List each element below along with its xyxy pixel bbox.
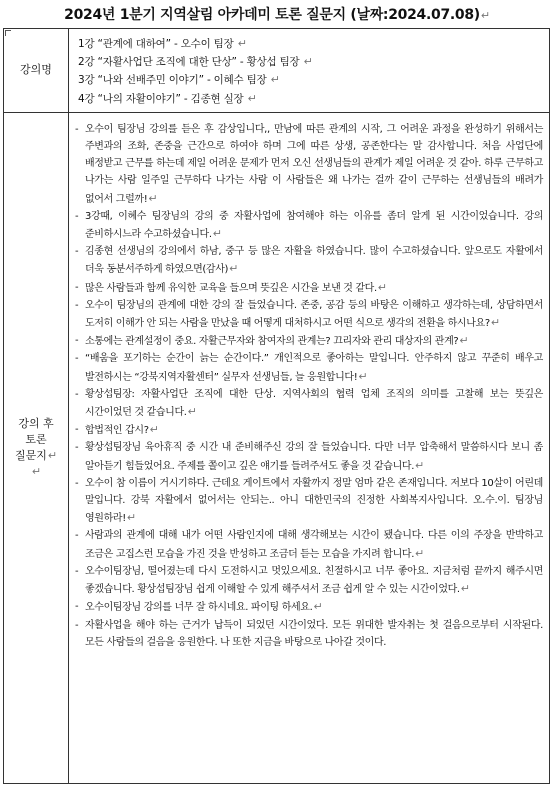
bullet-dash: - bbox=[75, 442, 79, 454]
comment-item: - 많은 사람들과 함께 유익한 교육을 들으며 뜻깊은 시간을 보낸 것 같다.↵ bbox=[75, 279, 543, 297]
comment-item: - 소통에는 관계설정이 중요. 자활근무자와 참여자의 관계는? 끄리자와 관리 대상자의 관계?↵ bbox=[75, 332, 543, 350]
paragraph-mark-icon: ↵ bbox=[126, 511, 136, 525]
lecture-list-cell bbox=[69, 29, 550, 113]
comment-item: - 김종현 선생님의 강의에서 하남, 중구 등 많은 자활을 하였습니다. 많이 수고하셨습니다. 앞으로도 자활에서 더욱 동분서주하게 하였으면(감사)↵ bbox=[75, 243, 543, 278]
lecture-item: 2강 “자활사업단 조직에 대한 단상” - 황상섭 팀장 ↵ bbox=[78, 55, 313, 69]
paragraph-mark-icon: ↵ bbox=[270, 73, 280, 87]
paragraph-mark-icon: ↵ bbox=[415, 546, 424, 560]
comment-item: - “배움을 포기하는 순간이 늙는 순간이다.” 개인적으로 좋아하는 말입니다. 안주하지 않고 꾸준히 배우고 발전하시는 “강북지역자활센터” 실무자 선생님들, 늘 응원합니다!↵ bbox=[75, 350, 543, 385]
paragraph-mark-icon: ↵ bbox=[229, 262, 238, 276]
comment-item: - 사람과의 관계에 대해 내가 어떤 사람인지에 대해 생각해보는 시간이 됐습니다. 다른 이의 주장을 반박하고 조금은 고집스런 모습을 가진 것을 반성하고 조금더 듣는 모습을 가지려 합니다.↵ bbox=[75, 527, 543, 562]
bullet-dash: - bbox=[75, 601, 79, 613]
lecture-label: 강의명 bbox=[20, 63, 52, 77]
paragraph-mark-icon: ↵ bbox=[460, 582, 470, 596]
bullet-dash: - bbox=[75, 565, 79, 577]
bullet-dash: - bbox=[75, 246, 79, 258]
questions-label-line: 질문지↵ bbox=[14, 448, 58, 462]
lecture-item: 1강 “관계에 대하여” - 오수이 팀장 ↵ bbox=[78, 37, 247, 50]
bullet-dash: - bbox=[75, 530, 79, 542]
questions-label-cell bbox=[4, 112, 69, 783]
paragraph-mark-icon: ↵ bbox=[377, 280, 387, 294]
paragraph-mark-icon: ↵ bbox=[247, 91, 257, 105]
lecture-label-cell bbox=[4, 29, 69, 113]
document-title bbox=[0, 4, 554, 24]
questions-label-line: 토론 bbox=[25, 432, 47, 446]
comment-item: - 오수이 팀장님 강의를 듣은 후 감상입니다,, 만남에 따른 관계의 시작, 그 어려운 과정을 완성하기 위해서는 주변과의 조화, 존중을 근간으로 하여야 하며 그에 따른 상생, 공존한다는 말 감사합니다. 처음 사업단에 배정받고 근무를 하는데 제일 어려운 문제가 먼저 오신 선생님들의 관계가 제일 어려운 것 같아. 하루 근무하고 나가는 사람 일주일 근무하다 나가는 사람 이 사람들은 왜 나가는 걸까 같이 근무하는 선생님들의 배려가 없어서 그럴까!↵ bbox=[75, 121, 543, 208]
lecture-item: 3강 “나와 선배주민 이야기” - 이혜수 팀장 ↵ bbox=[78, 73, 280, 87]
paragraph-mark-icon: ↵ bbox=[358, 369, 368, 383]
table-corner-icon bbox=[5, 30, 11, 36]
questions-label-line: 강의 후 bbox=[18, 416, 54, 430]
bullet-dash: - bbox=[75, 210, 79, 222]
paragraph-mark-icon: ↵ bbox=[459, 334, 469, 348]
comment-item: - 오수이 팀장님의 관계에 대한 강의 잘 들었습니다. 존중, 공감 등의 바탕은 이해하고 생각하는데, 상담하면서 도저히 이해가 안 되는 사람을 만났을 때 어떻게 대처하시고 어떤 식으로 생각의 전환을 하시나요?↵ bbox=[75, 297, 543, 332]
paragraph-mark-icon: ↵ bbox=[480, 9, 490, 22]
paragraph-mark-icon: ↵ bbox=[313, 600, 323, 614]
paragraph-mark-icon: ↵ bbox=[148, 191, 158, 205]
comment-item: - 오수이 참 이름이 거시기하다. 근데요 게이트에서 자활까지 정말 엄마 같은 존재입니다. 저보다 10살이 어린데 말입니다. 강북 자활에서 없어서는 안되는.. 아니 대한민국의 진정한 사회복지사입니다. 오.수.이. 팀장님 영원하라!↵ bbox=[75, 475, 543, 528]
bullet-dash: - bbox=[75, 619, 79, 631]
paragraph-mark-icon: ↵ bbox=[31, 464, 42, 478]
title-text: 2024년 1분기 지역살림 아카데미 토론 질문지 (날짜:2024.07.08) bbox=[64, 7, 480, 23]
bullet-dash: - bbox=[75, 388, 79, 400]
questions-label-mark bbox=[4, 464, 68, 480]
paragraph-mark-icon: ↵ bbox=[187, 405, 197, 419]
lecture-item: 4강 “나의 자활이야기” - 김종현 실장 ↵ bbox=[78, 91, 257, 105]
bullet-dash: - bbox=[75, 123, 79, 135]
comment-item: - 합법적인 갑시?↵ bbox=[75, 421, 543, 439]
comment-item: - 오수이팀장님 강의를 너무 잘 하시네요. 파이팅 하세요.↵ bbox=[75, 598, 543, 616]
comment-item: - 황상섭팀장님 육아휴직 중 시간 내 준비해주신 강의 잘 들었습니다. 다만 너무 압축해서 말씀하시다 보니 좀 알아듣기 힘들었어요. 주제를 쫄이고 깊은 얘기를 들려주셔도 좋을 것 같습니다.↵ bbox=[75, 439, 543, 474]
comment-item: - 오수이팀장님, 떨어졌는데 다시 도전하시고 멋있으세요. 친절하시고 너무 좋아요. 지금처럼 끝까지 해주시면 좋겠습니다. 황상섭팀장님 쉽게 이해할 수 있게 해주셔서 조금 쉽게 알 수 있는 시간이었다.↵ bbox=[75, 563, 543, 598]
comments-cell bbox=[69, 112, 550, 783]
paragraph-mark-icon: ↵ bbox=[47, 448, 58, 462]
comment-item: - 황상섭팀장: 자활사업단 조직에 대한 단상. 지역사회의 협력 업체 조직의 의미를 고찰해 보는 뜻깊은 시간이었던 것 같습니다.↵ bbox=[75, 386, 543, 421]
paragraph-mark-icon: ↵ bbox=[237, 37, 247, 50]
paragraph-mark-icon: ↵ bbox=[149, 423, 159, 437]
bullet-dash: - bbox=[75, 335, 79, 347]
bullet-dash: - bbox=[75, 424, 79, 436]
paragraph-mark-icon: ↵ bbox=[303, 55, 313, 69]
paragraph-mark-icon: ↵ bbox=[212, 227, 222, 241]
bullet-dash: - bbox=[75, 477, 79, 489]
paragraph-mark-icon: ↵ bbox=[415, 458, 424, 472]
lecture-row bbox=[4, 29, 550, 113]
paragraph-mark-icon: ↵ bbox=[490, 316, 500, 330]
bullet-dash: - bbox=[75, 281, 79, 293]
question-form-table bbox=[3, 28, 550, 784]
comment-item: - 자활사업을 해야 하는 근거가 납득이 되었던 시간이었다. 모든 위대한 발자취는 첫 걸음으로부터 시작된다. 모든 사람들의 걸음을 응원한다. 나 또한 지금을 바탕으로 나아갈 것이다. bbox=[75, 617, 543, 651]
bullet-dash: - bbox=[75, 353, 79, 365]
questions-row bbox=[4, 112, 550, 783]
comment-item: - 3강때, 이혜수 팀장님의 강의 중 자활사업에 참여해야 하는 이유를 좀더 알게 된 시간이었습니다. 강의 준비하시느라 수고하셨습니다.↵ bbox=[75, 208, 543, 243]
bullet-dash: - bbox=[75, 299, 79, 311]
